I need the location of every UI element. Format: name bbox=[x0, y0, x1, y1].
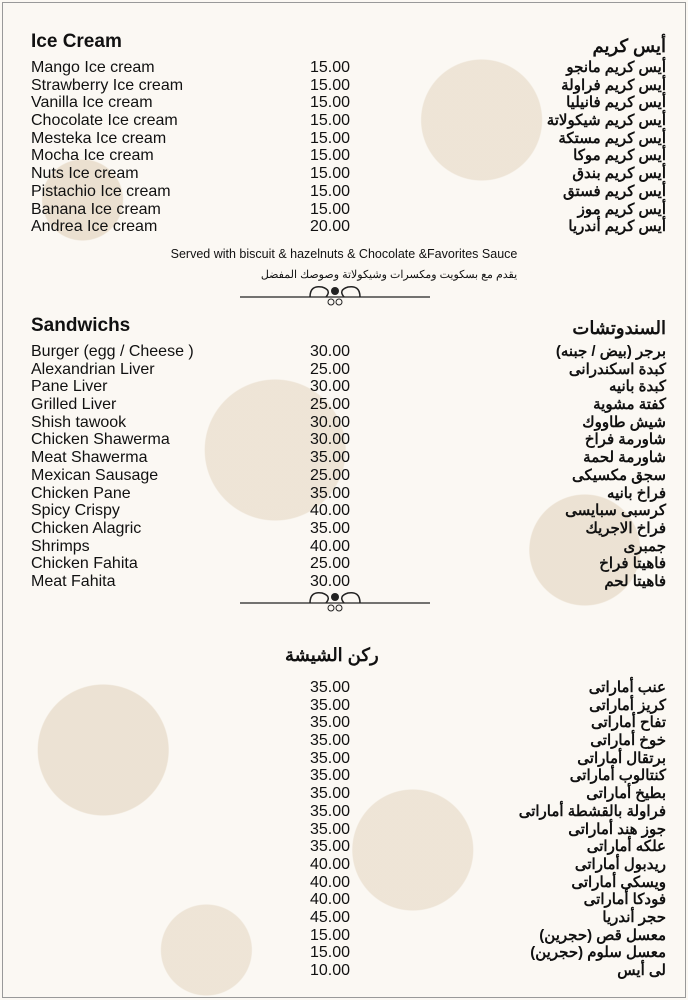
item-name-ar: برتقال أماراتى bbox=[577, 749, 666, 767]
item-price: 30.00 bbox=[310, 431, 351, 449]
ice-cream-prices bbox=[310, 59, 350, 236]
item-name-en: Nuts Ice cream bbox=[31, 165, 139, 183]
item-name-ar: جوز هند أماراتى bbox=[568, 820, 666, 838]
item-price: 35.00 bbox=[310, 802, 351, 820]
item-price: 35.00 bbox=[310, 714, 351, 732]
item-name-en: Mango Ice cream bbox=[31, 59, 155, 76]
item-price: 15.00 bbox=[310, 182, 351, 200]
item-price: 45.00 bbox=[310, 908, 351, 926]
shisha-title-ar: ركن الشيشة bbox=[285, 645, 379, 665]
item-price: 15.00 bbox=[310, 944, 351, 962]
item-name-ar: كبدة بانيه bbox=[608, 378, 666, 396]
item-name-ar: معسل سلوم (حجرين) bbox=[530, 944, 666, 962]
ice-cream-title-ar: أيس كريم bbox=[592, 36, 666, 56]
item-name-ar: أيس كريم مانجو bbox=[566, 59, 666, 76]
item-name-ar: أيس كريم شيكولاتة bbox=[546, 112, 666, 130]
item-price: 15.00 bbox=[310, 76, 351, 94]
sandwiches-prices bbox=[310, 343, 350, 591]
item-price: 35.00 bbox=[310, 732, 351, 750]
item-price: 35.00 bbox=[310, 679, 351, 696]
item-price: 40.00 bbox=[310, 891, 351, 909]
item-price: 20.00 bbox=[310, 218, 351, 236]
item-name-ar: أيس كريم موكا bbox=[573, 147, 666, 165]
item-name-en: Alexandrian Liver bbox=[31, 360, 155, 378]
item-name-ar: كريز أماراتى bbox=[589, 696, 666, 714]
sandwiches-title-ar: السندوتشات bbox=[572, 318, 666, 338]
item-price: 15.00 bbox=[310, 147, 351, 165]
item-name-ar: عنب أماراتى bbox=[588, 679, 666, 696]
item-price: 35.00 bbox=[310, 749, 351, 767]
item-price: 25.00 bbox=[310, 555, 351, 573]
item-name-ar: فراولة بالقشطة أماراتى bbox=[518, 802, 666, 820]
item-price: 15.00 bbox=[310, 165, 351, 183]
item-name-ar: ريدبول أماراتى bbox=[574, 855, 666, 873]
item-name-ar: شاورمة فراخ bbox=[584, 431, 666, 449]
item-name-en: Mexican Sausage bbox=[31, 466, 159, 484]
item-price: 15.00 bbox=[310, 94, 351, 112]
ornament-divider-icon bbox=[240, 588, 430, 618]
item-name-ar: كبدة اسكندرانى bbox=[568, 360, 666, 378]
item-price: 40.00 bbox=[310, 873, 351, 891]
ornament-divider-icon bbox=[240, 282, 430, 312]
sandwiches-title-en: Sandwichs bbox=[31, 315, 131, 336]
item-price: 15.00 bbox=[310, 59, 351, 76]
item-price: 35.00 bbox=[310, 696, 351, 714]
item-name-ar: أيس كريم فستق bbox=[563, 182, 666, 200]
ice-cream-note-ar: يقدم مع بسكويت ومكسرات وشيكولاتة وصوصك المفضل bbox=[260, 269, 518, 281]
item-name-ar: فراخ الاجريك bbox=[585, 519, 666, 537]
item-price: 30.00 bbox=[310, 413, 351, 431]
item-name-en: Andrea Ice cream bbox=[31, 218, 158, 236]
item-name-ar: لى أيس bbox=[617, 962, 666, 979]
item-price: 25.00 bbox=[310, 396, 351, 414]
item-name-ar: كفتة مشوية bbox=[593, 396, 666, 414]
item-price: 40.00 bbox=[310, 537, 351, 555]
item-name-ar: بطيخ أماراتى bbox=[586, 785, 666, 803]
item-name-en: Chocolate Ice cream bbox=[31, 112, 178, 130]
sandwiches-names-ar bbox=[556, 343, 666, 591]
item-name-en: Mesteka Ice cream bbox=[31, 129, 167, 147]
item-price: 30.00 bbox=[310, 343, 351, 360]
item-name-ar: كرسبى سبايسى bbox=[565, 502, 666, 520]
item-name-ar: أيس كريم فانيليا bbox=[566, 94, 666, 112]
item-name-en: Shrimps bbox=[31, 537, 90, 555]
item-price: 10.00 bbox=[310, 962, 351, 979]
item-name-ar: كنتالوب أماراتى bbox=[569, 767, 666, 785]
item-price: 25.00 bbox=[310, 466, 351, 484]
item-name-en: Chicken Fahita bbox=[31, 555, 138, 573]
item-name-ar: أيس كريم بندق bbox=[572, 165, 666, 183]
item-name-en: Meat Fahita bbox=[31, 572, 116, 590]
item-name-ar: أيس كريم أندريا bbox=[568, 218, 666, 236]
item-name-en: Chicken Alagric bbox=[31, 519, 142, 537]
item-name-en: Burger (egg / Cheese ) bbox=[31, 343, 194, 360]
item-name-en: Chicken Shawerma bbox=[31, 431, 170, 449]
item-name-en: Meat Shawerma bbox=[31, 449, 148, 467]
item-name-ar: أيس كريم موز bbox=[577, 200, 666, 218]
item-name-en: Shish tawook bbox=[31, 413, 127, 431]
item-name-en: Chicken Pane bbox=[31, 484, 131, 502]
item-name-ar: جمبرى bbox=[623, 537, 666, 555]
item-name-ar: معسل قص (حجرين) bbox=[539, 926, 666, 944]
item-name-ar: فودكا أماراتى bbox=[583, 891, 666, 909]
item-name-ar: تفاح أماراتى bbox=[590, 714, 666, 732]
item-price: 40.00 bbox=[310, 855, 351, 873]
item-name-en: Vanilla Ice cream bbox=[31, 94, 153, 112]
ice-cream-title-en: Ice Cream bbox=[31, 31, 122, 52]
item-price: 15.00 bbox=[310, 129, 351, 147]
shisha-prices bbox=[310, 679, 350, 980]
item-price: 35.00 bbox=[310, 785, 351, 803]
item-name-en: Grilled Liver bbox=[31, 396, 117, 414]
item-name-ar: فاهيتا فراخ bbox=[599, 555, 666, 573]
item-price: 15.00 bbox=[310, 112, 351, 130]
item-name-ar: ويسكى أماراتى bbox=[571, 873, 666, 891]
item-name-ar: سجق مكسيكى bbox=[572, 466, 666, 484]
item-name-en: Pane Liver bbox=[31, 378, 108, 396]
item-name-ar: خوخ أماراتى bbox=[590, 732, 666, 750]
item-name-ar: شيش طاووك bbox=[582, 413, 666, 431]
item-name-ar: برجر (بيض / جبنه) bbox=[555, 343, 666, 360]
item-name-en: Pistachio Ice cream bbox=[31, 182, 171, 200]
item-price: 30.00 bbox=[310, 572, 351, 590]
item-price: 15.00 bbox=[310, 200, 351, 218]
item-price: 35.00 bbox=[310, 767, 351, 785]
item-name-ar: فراخ بانيه bbox=[607, 484, 666, 502]
item-name-en: Spicy Crispy bbox=[31, 502, 120, 520]
item-price: 35.00 bbox=[310, 449, 351, 467]
item-price: 40.00 bbox=[310, 502, 351, 520]
item-price: 35.00 bbox=[310, 484, 351, 502]
item-name-ar: أيس كريم مستكة bbox=[558, 129, 666, 147]
item-name-en: Strawberry Ice cream bbox=[31, 76, 184, 94]
ice-cream-note-en: Served with biscuit & hazelnuts & Chocolate &Favorites Sauce bbox=[170, 247, 518, 261]
ice-cream-names-en bbox=[31, 59, 183, 236]
item-price: 35.00 bbox=[310, 820, 351, 838]
item-price: 35.00 bbox=[310, 519, 351, 537]
item-price: 30.00 bbox=[310, 378, 351, 396]
item-name-en: Mocha Ice cream bbox=[31, 147, 154, 165]
item-name-ar: شاورمة لحمة bbox=[583, 449, 666, 467]
shisha-names-ar bbox=[519, 679, 666, 980]
item-name-ar: أيس كريم فراولة bbox=[561, 76, 666, 94]
item-name-ar: حجر أندريا bbox=[602, 908, 666, 926]
item-name-ar: فاهيتا لحم bbox=[604, 572, 666, 590]
item-name-ar: علكه أماراتى bbox=[586, 838, 666, 856]
ice-cream-names-ar bbox=[547, 59, 666, 236]
sandwiches-names-en bbox=[31, 343, 194, 591]
item-name-en: Banana Ice cream bbox=[31, 200, 161, 218]
item-price: 25.00 bbox=[310, 360, 351, 378]
item-price: 35.00 bbox=[310, 838, 351, 856]
item-price: 15.00 bbox=[310, 926, 351, 944]
